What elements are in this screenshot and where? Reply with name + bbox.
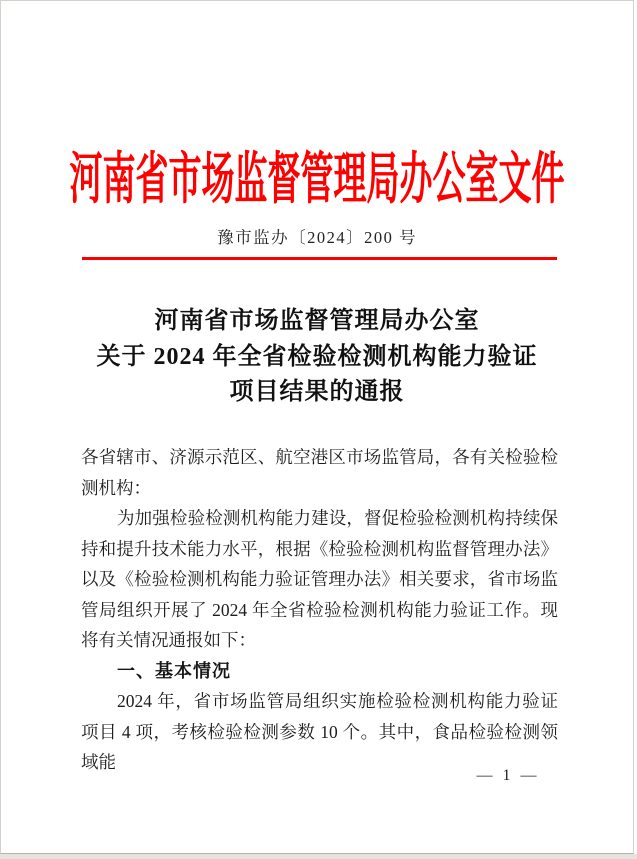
document-number: 豫市监办〔2024〕200 号 [217, 228, 417, 247]
salutation: 各省辖市、济源示范区、航空港区市场监管局，各有关检验检测机构： [81, 447, 558, 498]
page-number: — 1 — [476, 767, 540, 784]
section-heading-basic-situation: 一、基本情况 [117, 660, 231, 681]
viewer-page-gap [0, 854, 637, 859]
document-title-line-1: 河南省市场监督管理局办公室 [154, 308, 480, 334]
paragraph-section1: 2024 年，省市场监管局组织实施检验检测机构能力验证项目 4 项，考核检验检测参数 10 个。其中，食品检验检测领域能 [81, 691, 558, 772]
document-title-line-3: 项目结果的通报 [229, 379, 405, 405]
paragraph-intro: 为加强检验检测机构能力建设，督促检验检测机构持续保持和提升技术能力水平，根据《检验检测机构监督管理办法》以及《检验检测机构能力验证管理办法》相关要求，省市场监管局组织开展了 2024 年全省检验检测机构能力验证工作。现将有关情况通报如下： [81, 508, 558, 650]
red-divider-rule [82, 257, 557, 260]
document-title [1, 304, 633, 411]
document-title-line-2: 关于 2024 年全省检验检测机构能力验证 [96, 343, 538, 370]
letterhead-red-title: 河南省市场监督管理局办公室文件 [69, 150, 565, 212]
document-body [81, 442, 558, 778]
